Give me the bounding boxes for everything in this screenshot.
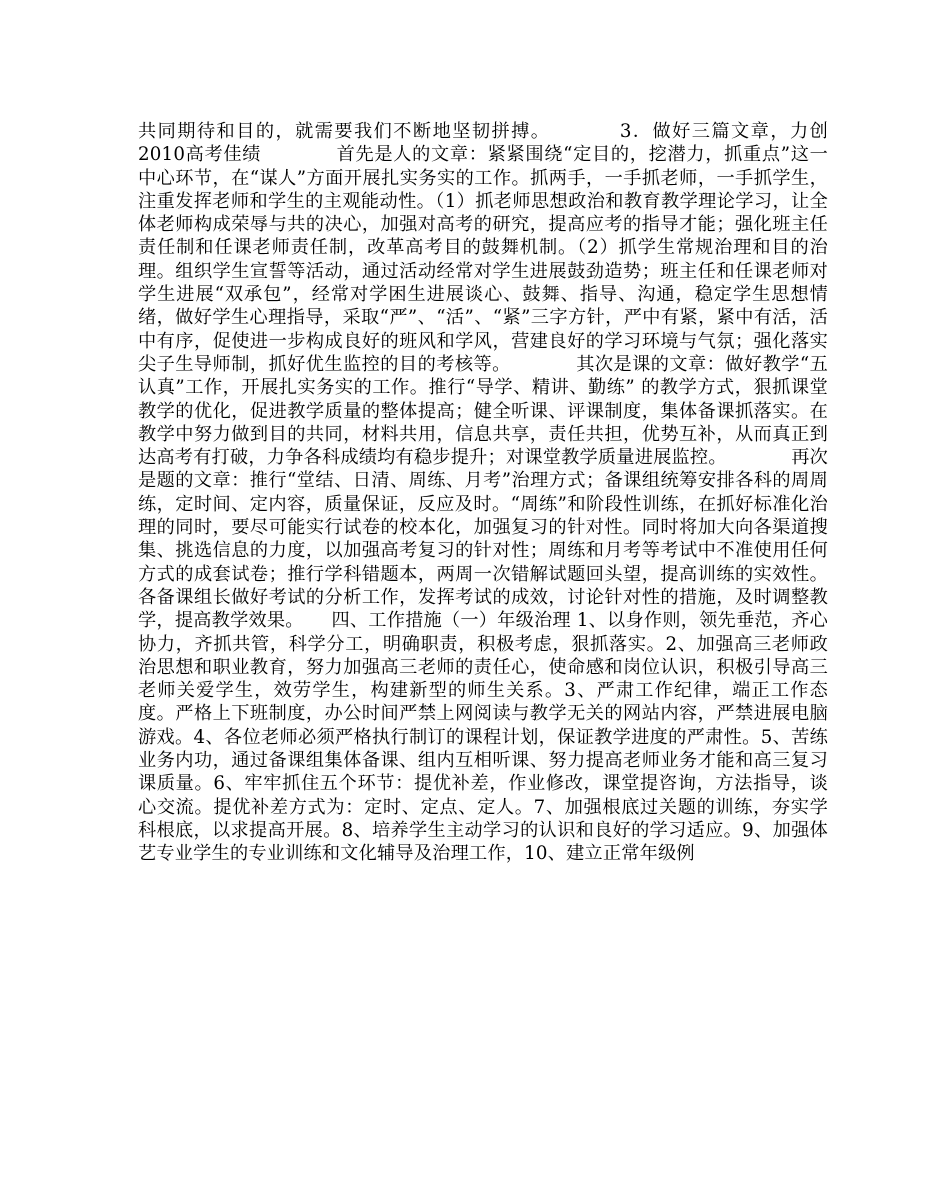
body-text: 共同期待和目的，就需要我们不断地坚韧拼搏。 3．做好三篇文章，力创2010高考佳绩 首先是人的文章：紧紧围绕“定目的，挖潜力，抓重点”这一中心环节，在“谋人”方面开展扎实务实的工作。抓两手，一手抓老师，一手抓学生，注重发挥老师和学生的主观能动性。（1）抓老师思想政治和教育教学理论学习，让全体老师构成荣辱与共的决心，加强对高考的研究，提高应考的指导才能；强化班主任责任制和任课老师责任制，改革高考目的鼓舞机制。（2）抓学生常规治理和目的治理。组织学生宣誓等活动，通过活动经常对学生进展鼓劲造势；班主任和任课老师对学生进展“双承包”，经常对学困生进展谈心、鼓舞、指导、沟通，稳定学生思想情绪，做好学生心理指导，采取“严”、“活”、“紧”三字方针，严中有紧，紧中有活，活中有序，促使进一步构成良好的班风和学风，营建良好的学习环境与气氛；强化落实尖子生导师制，抓好优生监控的目的考核等。 其次是课的文章：做好教学“五认真”工作，开展扎实务实的工作。推行“导学、精讲、勤练” 的教学方式，狠抓课堂教学的优化，促进教学质量的整体提高；健全听课、评课制度，集体备课抓落实。在教学中努力做到目的共同，材料共用，信息共享，责任共担，优势互补，从而真正到达高考有打破，力争各科成绩均有稳步提升；对课堂教学质量进展监控。 再次是题的文章：推行“堂结、日清、周练、月考”治理方式；备课组统筹安排各科的周周练，定时间、定内容，质量保证，反应及时。“周练”和阶段性训练，在抓好标准化治理的同时，要尽可能实行试卷的校本化，加强复习的针对性。同时将加大向各渠道搜集、挑选信息的力度，以加强高考复习的针对性；周练和月考等考试中不准使用任何方式的成套试卷；推行学科错题本，两周一次错解试题回头望，提高训练的实效性。各备课组长做好考试的分析工作，发挥考试的成效，讨论针对性的措施，及时调整教学，提高教学效果。 四、工作措施（一）年级治理 1、以身作则，领先垂范，齐心协力，齐抓共管，科学分工，明确职责，积极考虑，狠抓落实。2、加强高三老师政治思想和职业教育，努力加强高三老师的责任心，使命感和岗位认识，积极引导高三老师关爱学生，效劳学生，构建新型的师生关系。3、严肃工作纪律，端正工作态度。严格上下班制度，办公时间严禁上网阅读与教学无关的网站内容，严禁进展电脑游戏。4、各位老师必须严格执行制订的课程计划，保证教学进度的严肃性。5、苦练业务内功，通过备课组集体备课、组内互相听课、努力提高老师业务才能和高三复习课质量。6、牢牢抓住五个环节：提优补差，作业修改，课堂提咨询，方法指导，谈心交流。提优补差方式为：定时、定点、定人。7、加强根底过关题的训练，夯实学科根底，以求提高开展。8、培养学生主动学习的认识和良好的学习适应。9、加强体艺专业学生的专业训练和文化辅导及治理工作，10、建立正常年级例 — [138, 121, 828, 865]
document-page — [138, 120, 828, 866]
